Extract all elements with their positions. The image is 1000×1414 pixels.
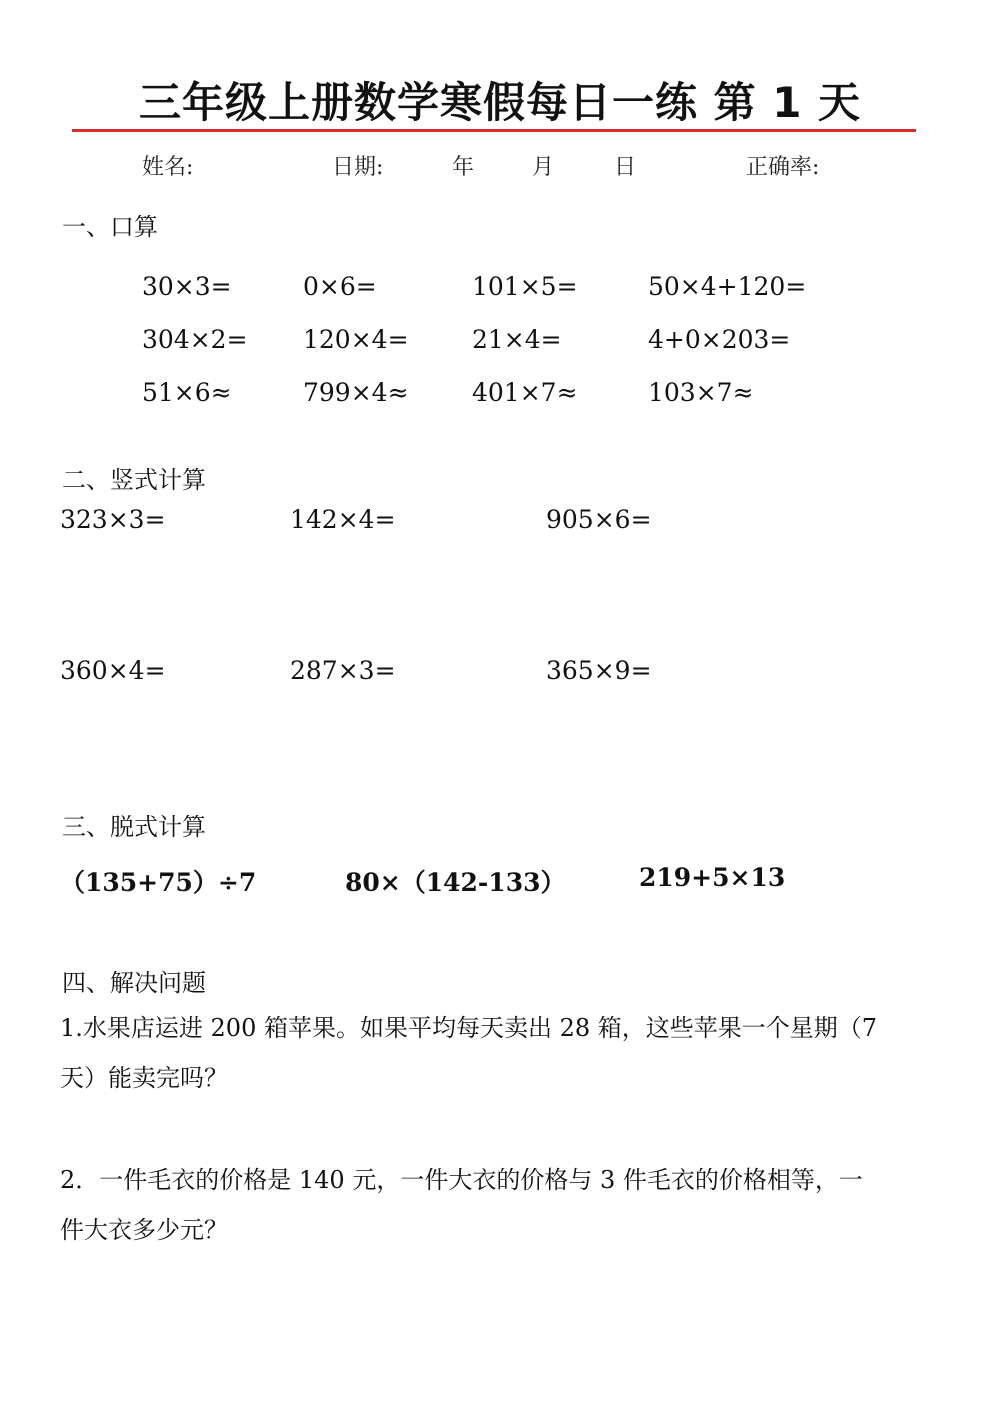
accuracy-label: 正确率: [746,155,820,180]
mental-math-item: 50×4+120= [648,272,807,301]
mental-math-item: 51×6≈ [142,378,232,407]
vertical-calc-item: 365×9= [546,656,652,685]
vertical-calc-item: 142×4= [290,505,396,534]
date-label: 日期: [332,155,384,180]
section-heading-step-calc: 三、脱式计算 [62,813,206,841]
vertical-calc-item: 323×3= [60,505,166,534]
word-problem-2-line-2: 件大衣多少元？ [60,1216,228,1244]
mental-math-item: 30×3= [142,272,232,301]
year-label: 年 [452,155,475,180]
step-calc-item: （135+75）÷7 [60,868,257,897]
section-heading-mental-math: 一、口算 [62,213,158,241]
word-problem-1-line-1: 1.水果店运进 200 箱苹果。如果平均每天卖出 28 箱，这些苹果一个星期（7 [60,1014,878,1042]
mental-math-item: 21×4= [472,325,562,354]
mental-math-item: 103×7≈ [648,378,754,407]
mental-math-item: 0×6= [303,272,377,301]
mental-math-item: 4+0×203= [648,325,791,354]
section-heading-vertical-calc: 二、竖式计算 [62,466,206,494]
name-label: 姓名: [142,155,194,180]
mental-math-item: 304×2= [142,325,248,354]
vertical-calc-item: 287×3= [290,656,396,685]
vertical-calc-item: 360×4= [60,656,166,685]
vertical-calc-item: 905×6= [546,505,652,534]
step-calc-item: 80×（142-133） [345,868,566,897]
word-problem-2-line-1: 2．一件毛衣的价格是 140 元，一件大衣的价格与 3 件毛衣的价格相等，一 [60,1166,863,1194]
mental-math-item: 101×5= [472,272,578,301]
mental-math-item: 401×7≈ [472,378,578,407]
mental-math-item: 799×4≈ [303,378,409,407]
title-underline [72,129,916,132]
day-label: 日 [614,155,637,180]
page-title: 三年级上册数学寒假每日一练 第 1 天 [138,78,862,127]
mental-math-item: 120×4= [303,325,409,354]
step-calc-item: 219+5×13 [639,863,786,892]
month-label: 月 [532,155,555,180]
section-heading-word-problems: 四、解决问题 [62,969,206,997]
word-problem-1-line-2: 天）能卖完吗？ [60,1064,228,1092]
